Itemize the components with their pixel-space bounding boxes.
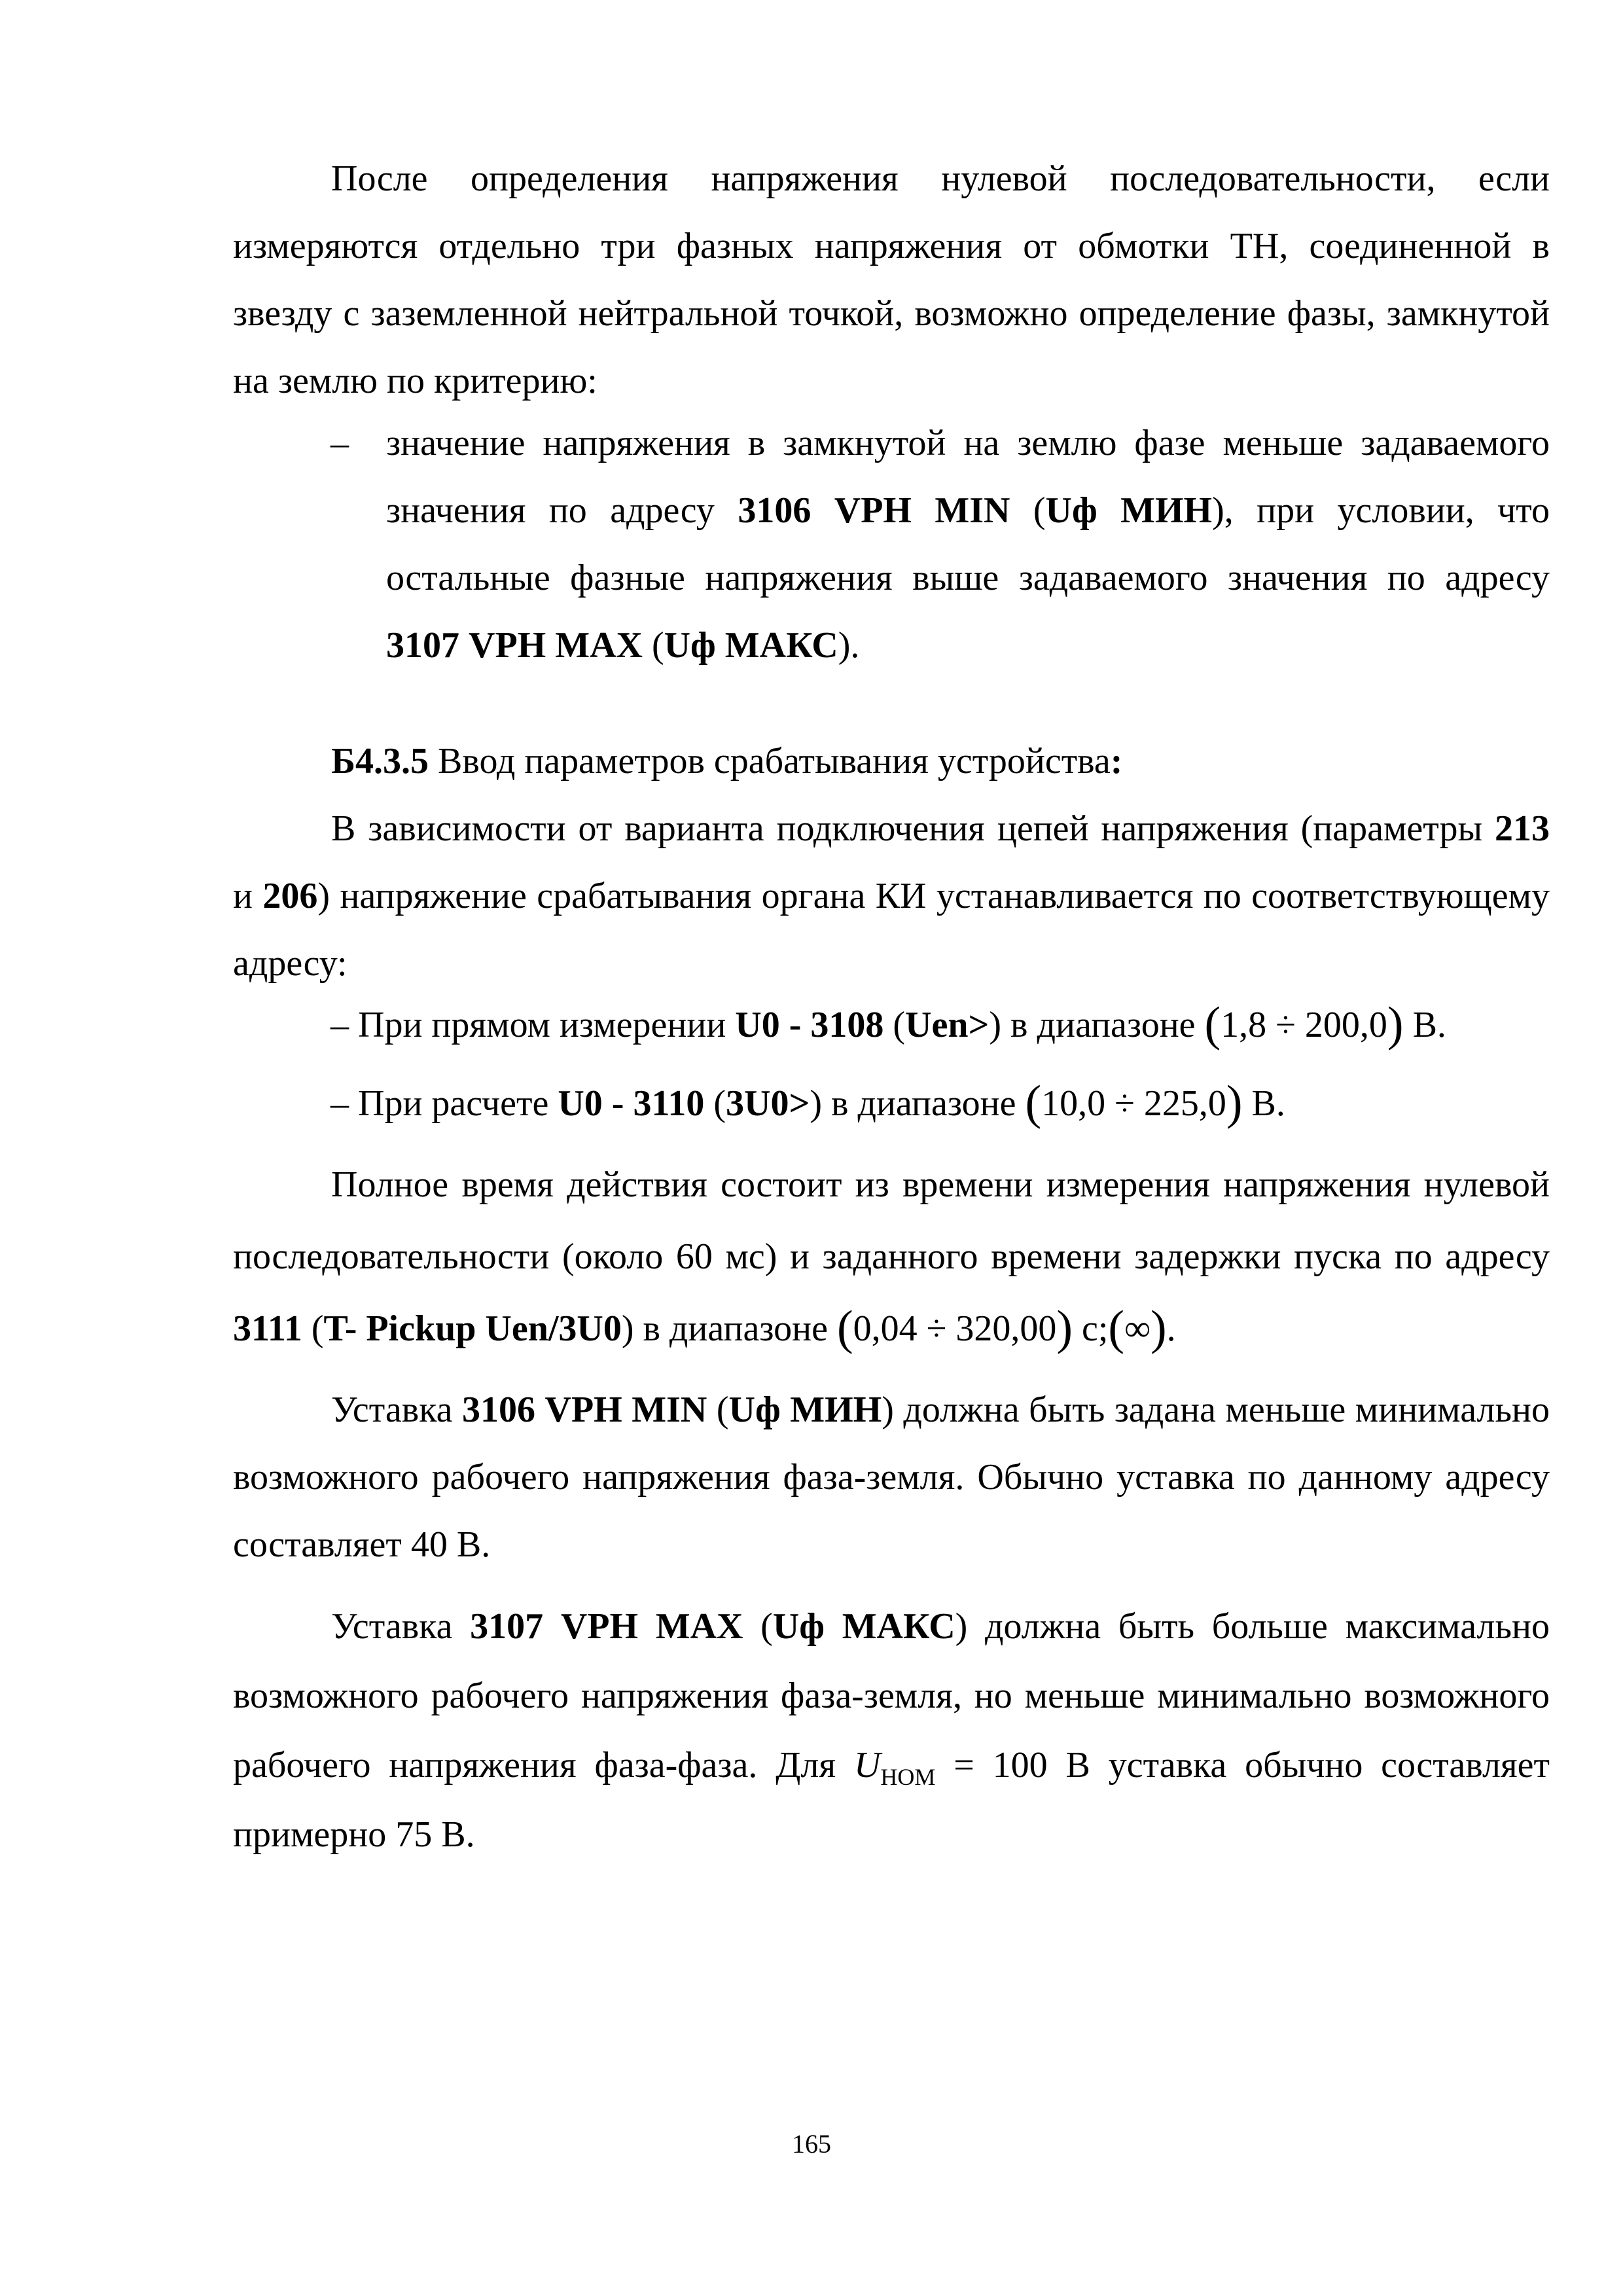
range-value: 1,8 ÷ 200,0: [1221, 1005, 1387, 1045]
text: ) и заданного времени задержки пуска по адресу: [764, 1236, 1550, 1277]
paren-open: (: [836, 1301, 853, 1355]
text: (: [704, 1083, 726, 1124]
paragraph-intro: [233, 145, 1550, 415]
paragraph-voltage-circuits: [233, 795, 1550, 997]
list-item-calculation: [330, 1070, 1550, 1138]
text: Уставка: [331, 1390, 462, 1430]
param-uf-min: Uф МИН: [728, 1390, 882, 1430]
paren-close: ): [1226, 1076, 1243, 1130]
address-3106: 3106 VPH MIN: [738, 490, 1010, 531]
text: уставка обычно составляет примерно: [233, 1745, 1550, 1855]
address-3110: U0 - 3110: [558, 1083, 705, 1124]
paren-close: ): [1387, 997, 1404, 1051]
text: В зависимости от варианта подключения цепей напряжения (параметры: [331, 808, 1495, 849]
paragraph-intro-text: После определения напряжения нулевой последовательности, если измеряются отдельно три фазных напряжения от обмотки ТН, соединенной в звезду с заземленной нейтральной точкой, возможно определение фазы, замкнутой на землю по критерию:: [233, 158, 1550, 401]
text: ) напряжение срабатывания органа КИ устанавливается по соответствующему адресу:: [233, 876, 1550, 984]
paragraph-total-time: [233, 1149, 1550, 1365]
address-3108: U0 - 3108: [735, 1005, 884, 1045]
value-75v: 75 В: [395, 1814, 466, 1855]
address-3107: 3107 VPH MAX: [470, 1606, 743, 1647]
paren-close: ): [1056, 1301, 1073, 1355]
text: ), при условии, что остальные фазные напряжения выше задаваемого значения по адресу: [386, 490, 1550, 598]
value-40v: 40 В: [410, 1524, 482, 1565]
page-number: 165: [792, 2129, 831, 2159]
address-3106: 3106 VPH MIN: [461, 1390, 707, 1430]
text: Уставка: [331, 1606, 471, 1647]
param-uf-max: Uф МАКС: [664, 625, 838, 666]
text: и: [233, 876, 263, 916]
text: ).: [838, 625, 860, 666]
text: (: [707, 1390, 729, 1430]
math-equals-100v: = 100 В: [935, 1745, 1090, 1785]
paren-open: (: [1025, 1076, 1042, 1130]
section-colon: :: [1110, 741, 1123, 781]
range-value: 10,0 ÷ 225,0: [1041, 1083, 1226, 1124]
list-dash: –: [330, 1083, 349, 1124]
text: ) в диапазоне: [621, 1308, 837, 1349]
value-60ms: 60 мс: [675, 1236, 765, 1277]
text: ) должна быть больше максимально возможного рабочего напряжения фаза-земля, но меньше минимально возможного рабочего напряжения фаза-фаза. Для: [233, 1606, 1550, 1785]
text: Полное время действия состоит из времени измерения напряжения нулевой последовательности (около: [233, 1164, 1550, 1277]
param-uen: Uen>: [905, 1005, 990, 1045]
text: (: [642, 625, 664, 666]
text: (: [883, 1005, 906, 1045]
paragraph-uf-max: [233, 1592, 1550, 1869]
address-3111: 3111: [233, 1308, 302, 1349]
param-uf-min: Uф МИН: [1045, 490, 1213, 531]
math-u: U: [853, 1745, 881, 1785]
param-uf-max: Uф МАКС: [772, 1606, 955, 1647]
text: ) должна быть задана меньше минимально возможного рабочего напряжения фаза-земля. Обычно уставка по данному адресу составляет: [233, 1390, 1550, 1565]
list-item-direct-measurement: [330, 992, 1550, 1059]
text: При расчете: [349, 1083, 558, 1124]
text: (: [743, 1606, 773, 1647]
unit: В.: [1242, 1083, 1285, 1124]
section-heading: [233, 728, 1550, 795]
param-3u0: 3U0>: [726, 1083, 810, 1124]
paren-close: ): [1150, 1301, 1167, 1355]
list-dash: –: [330, 1005, 349, 1045]
infinity-symbol: ∞: [1124, 1308, 1150, 1349]
param-206: 206: [262, 876, 318, 916]
paren-open: (: [1108, 1301, 1125, 1355]
unit-seconds: с;: [1073, 1308, 1109, 1349]
param-213: 213: [1495, 808, 1550, 849]
text: значение напряжения в замкнутой на землю фазе меньше задаваемого значения по адресу: [386, 423, 1550, 531]
unit: В.: [1403, 1005, 1446, 1045]
text: .: [465, 1814, 475, 1855]
address-3107: 3107 VPH MAX: [386, 625, 643, 666]
text: При прямом измерении: [349, 1005, 736, 1045]
param-t-pickup: T- Pickup Uen/3U0: [323, 1308, 622, 1349]
text: (: [1010, 490, 1046, 531]
list-dash: –: [330, 423, 349, 463]
math-subscript-nom: НОМ: [880, 1764, 936, 1790]
paragraph-uf-min: [233, 1376, 1550, 1579]
range-value: 0,04 ÷ 320,00: [853, 1308, 1057, 1349]
text: ) в диапазоне: [810, 1083, 1026, 1124]
text: (: [302, 1308, 324, 1349]
section-number: Б4.3.5: [331, 741, 429, 781]
text: .: [481, 1524, 491, 1565]
list-item-criterion: [386, 410, 1550, 679]
text: .: [1166, 1308, 1176, 1349]
section-title: Ввод параметров срабатывания устройства: [429, 741, 1111, 781]
paren-open: (: [1204, 997, 1221, 1051]
text: ) в диапазоне: [989, 1005, 1205, 1045]
